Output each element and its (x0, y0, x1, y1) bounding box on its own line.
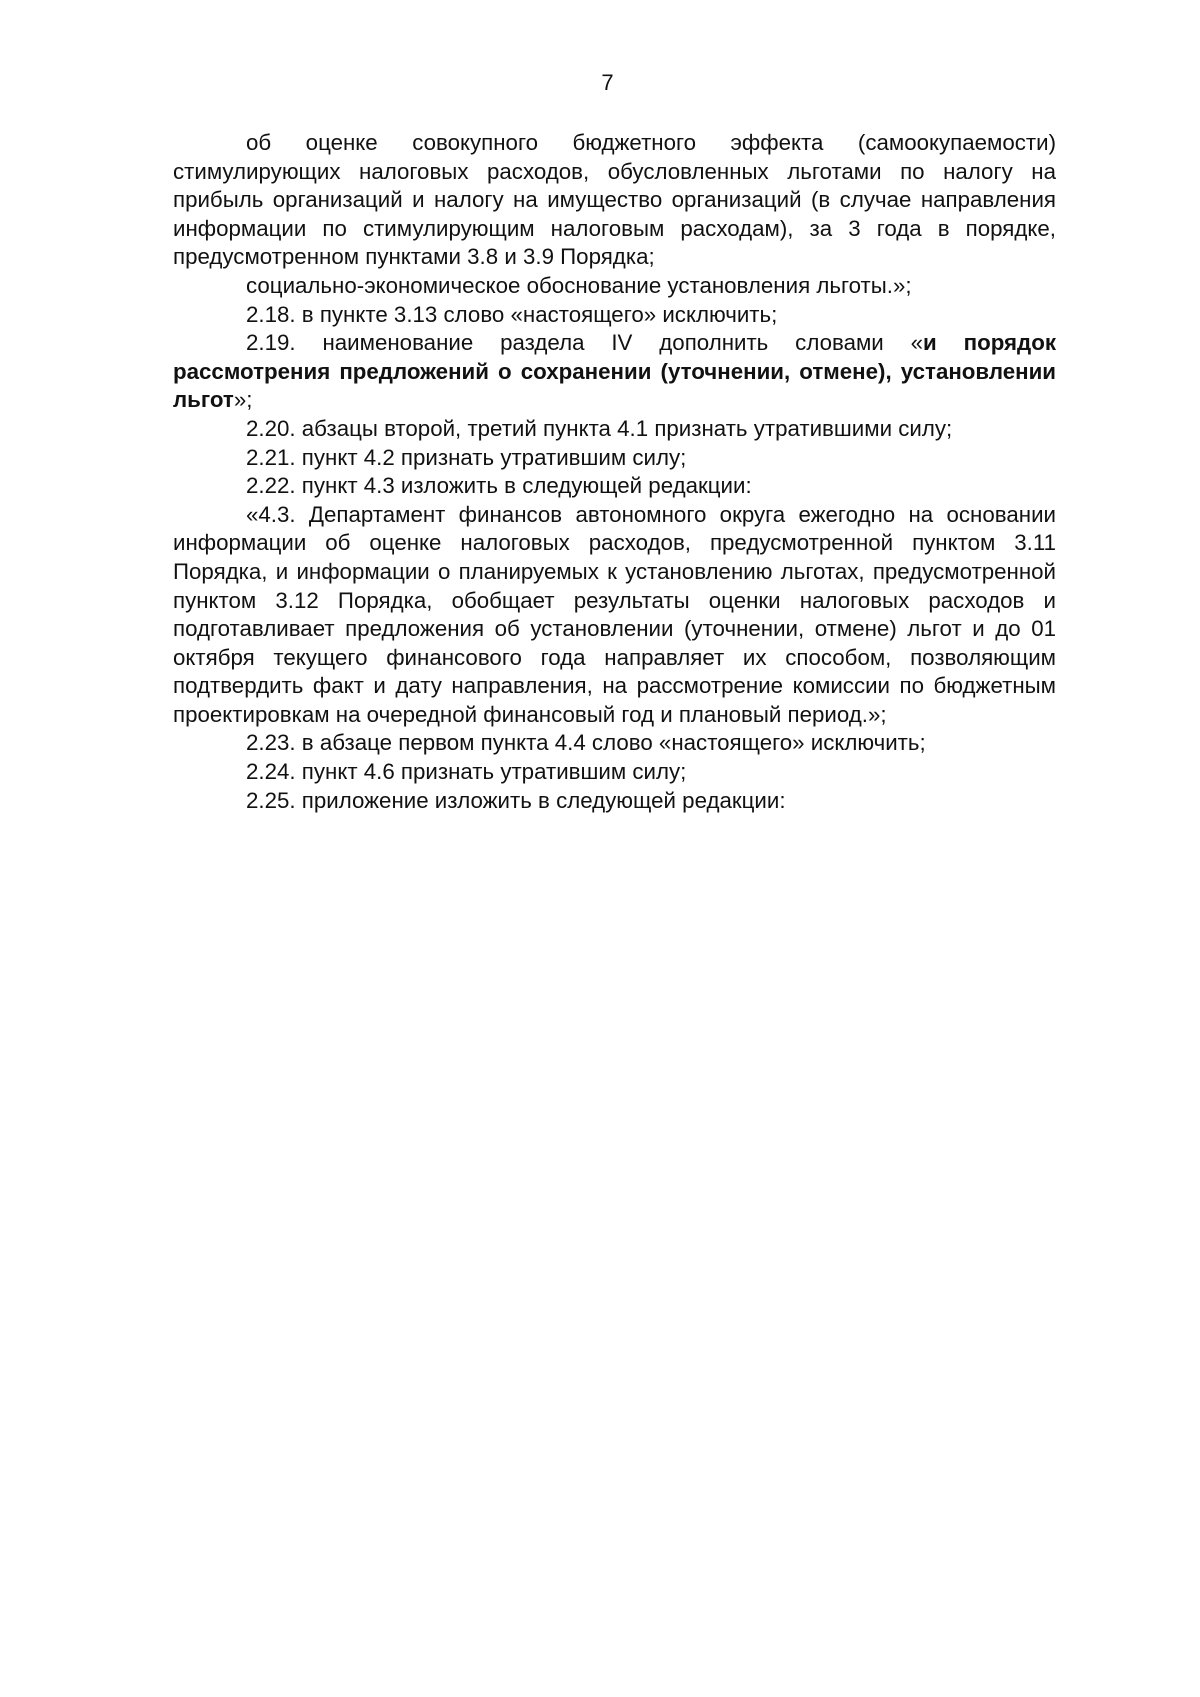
paragraph-2-19-prefix: 2.19. наименование раздела IV дополнить словами « (246, 330, 924, 356)
paragraph-tax-effect: об оценке совокупного бюджетного эффекта (самоокупаемости) стимулирующих налоговых расходов, обусловленных льготами по налогу на прибыль организаций и налогу на имущество организаций (в случае направления информации по стимулирующим налоговым расходам), за 3 года в порядке, предусмотренном пунктами 3.8 и 3.9 Порядка; (173, 130, 1056, 270)
paragraph-2-24: 2.24. пункт 4.6 признать утратившим силу; (246, 759, 687, 785)
paragraph-2-19-bold: и порядок рассмотрения предложений о сохранении (уточнении, отмене), установлении льгот (173, 330, 1056, 413)
paragraph-2-19 (173, 329, 1056, 415)
paragraph-2-19-suffix: »; (233, 387, 253, 413)
document-body (173, 129, 1056, 815)
paragraph-2-23: 2.23. в абзаце первом пункта 4.4 слово «настоящего» исключить; (246, 730, 926, 756)
paragraph-2-18: 2.18. в пункте 3.13 слово «настоящего» исключить; (246, 301, 778, 327)
paragraph-2-21: 2.21. пункт 4.2 признать утратившим силу; (246, 444, 687, 470)
paragraph-2-25: 2.25. приложение изложить в следующей редакции: (246, 787, 786, 813)
paragraph-justification: социально-экономическое обоснование установления льготы.»; (246, 272, 912, 298)
paragraph-2-20: 2.20. абзацы второй, третий пункта 4.1 признать утратившими силу; (246, 415, 953, 441)
paragraph-2-22: 2.22. пункт 4.3 изложить в следующей редакции: (246, 473, 752, 499)
paragraph-4-3: «4.3. Департамент финансов автономного округа ежегодно на основании информации об оценке налоговых расходов, предусмотренной пунктом 3.11 Порядка, и информации о планируемых к установлению льготах, предусмотренной пунктом 3.12 Порядка, обобщает результаты оценки налоговых расходов и подготавливает предложения об установлении (уточнении, отмене) льгот и до 01 октября текущего финансового года направляет их способом, позволяющим подтвердить факт и дату направления, на рассмотрение комиссии по бюджетным проектировкам на очередной финансовый год и плановый период.»; (173, 501, 1056, 727)
page-number: 7 (601, 70, 614, 95)
